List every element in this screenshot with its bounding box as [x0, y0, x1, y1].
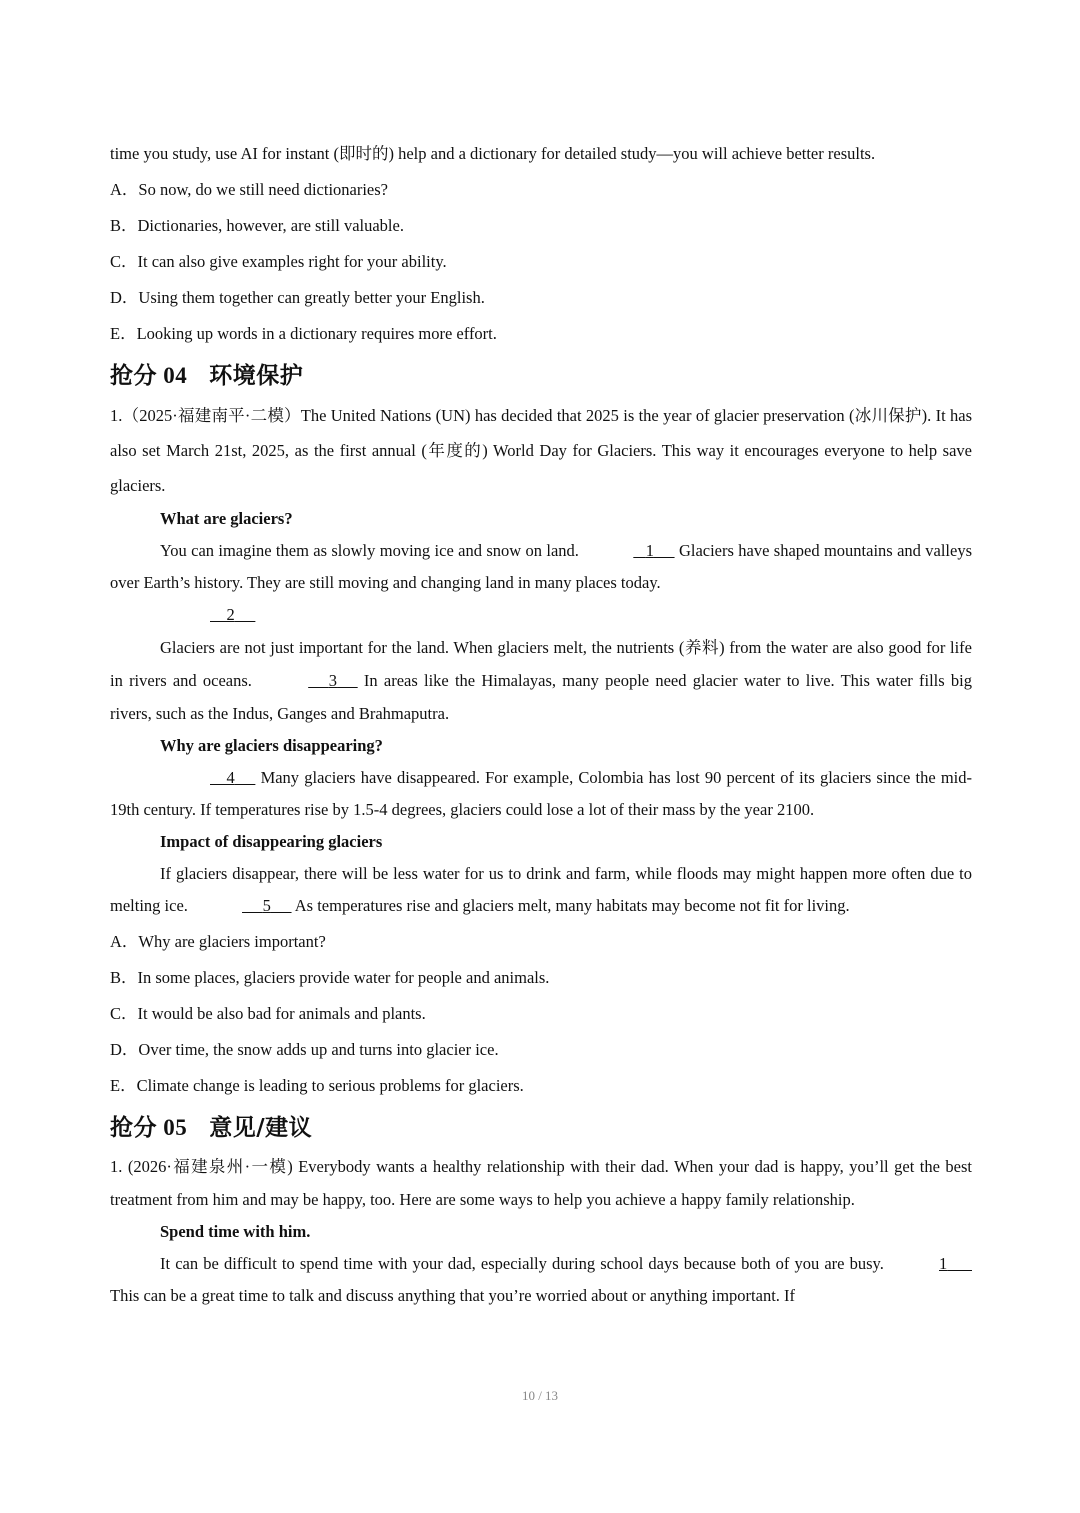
section-title: 意见/建议 [209, 1115, 313, 1141]
text: As temperatures rise and glaciers melt, many habitats may become not fit for living. [294, 896, 850, 915]
continuation-text: time you study, use AI for instant (即时的) help and a dictionary for detailed study—you will achieve better results. [110, 144, 876, 163]
blank-5[interactable] [192, 890, 292, 922]
previous-options [110, 172, 972, 352]
option-item: A．Why are glaciers important? [110, 932, 326, 951]
paragraph [110, 762, 972, 826]
blank-number: 4 [226, 768, 235, 787]
paragraph [110, 535, 972, 599]
subheading: Spend time with him. [160, 1222, 311, 1241]
option-item: D．Using them together can greatly better your English. [110, 288, 485, 307]
blank-2[interactable] [160, 599, 255, 631]
page-number: 10 / 13 [521, 1388, 559, 1403]
blank-number: 3 [328, 671, 338, 690]
section-label: 抢分 05 [110, 1115, 188, 1140]
option-item: B．Dictionaries, however, are still valuable. [110, 216, 404, 235]
document-page [110, 140, 972, 1312]
text: If glaciers disappear, there will be less water for us to drink and farm, while floods may might happen more often due to melting ice. [110, 864, 972, 915]
option-item: C．It can also give examples right for your ability. [110, 252, 447, 271]
paragraph [110, 858, 972, 922]
blank-number: 5 [262, 896, 271, 915]
subheading: Why are glaciers disappearing? [160, 736, 383, 755]
section-label: 抢分 04 [110, 363, 188, 388]
section-heading-05 [110, 1106, 972, 1150]
option-item: A．So now, do we still need dictionaries? [110, 180, 389, 199]
option-item: E．Looking up words in a dictionary requires more effort. [110, 324, 497, 343]
blank-1[interactable] [583, 535, 674, 567]
text: In areas like the Himalayas, many people need glacier water to live. This water fills big rivers, such as the Indus, Ganges and Brahmaputra. [110, 671, 972, 723]
option-item: B．In some places, glaciers provide water for people and animals. [110, 968, 550, 987]
question-intro: 1.（2025·福建南平·二模）The United Nations (UN) has decided that 2025 is the year of glacier preservation (冰川保护). It has also set March 21st, 2025, as the first annual (年度的) World Day for Glaciers. This way it encourages everyone to help save glaciers. [110, 406, 972, 495]
subheading: Impact of disappearing glaciers [160, 832, 383, 851]
blank-number: 2 [226, 605, 235, 624]
question-intro: 1. (2026·福建泉州·一模) Everybody wants a healthy relationship with their dad. When your dad is happy, you’ll get the best treatment from him and may be happy, too. Here are some ways to help you achieve a happy family relationship. [110, 1157, 972, 1209]
text: You can imagine them as slowly moving ice and snow on land. [160, 541, 579, 560]
option-item: E．Climate change is leading to serious problems for glaciers. [110, 1076, 524, 1095]
section-heading-04 [110, 354, 972, 398]
blank-number: 1 [645, 541, 654, 560]
section-title: 环境保护 [209, 363, 304, 389]
blank-number: 1 [939, 1254, 948, 1273]
section4-options [110, 924, 972, 1104]
option-item: D．Over time, the snow adds up and turns into glacier ice. [110, 1040, 499, 1059]
text: Many glaciers have disappeared. For example, Colombia has lost 90 percent of its glaciers since the mid-19th century. If temperatures rise by 1.5-4 degrees, glaciers could lose a lot of their mass by the year 2100. [110, 768, 972, 819]
paragraph [110, 1248, 972, 1312]
text: Glaciers are not just important for the land. When glaciers melt, the nutrients (养料) from the water are also good for life in rivers and oceans. [110, 638, 972, 690]
text: Glaciers have shaped mountains and valleys over Earth’s history. They are still moving and changing land in many places today. [110, 541, 973, 592]
subheading: What are glaciers? [160, 509, 293, 528]
text: This can be a great time to talk and discuss anything that you’re worried about or anything important. If [110, 1286, 796, 1305]
blank-1[interactable] [889, 1248, 972, 1280]
paragraph [110, 599, 972, 631]
blank-4[interactable] [160, 762, 255, 794]
blank-3[interactable] [258, 664, 358, 697]
text: It can be difficult to spend time with your dad, especially during school days because both of you are busy. [160, 1254, 884, 1273]
option-item: C．It would be also bad for animals and plants. [110, 1004, 426, 1023]
paragraph [110, 631, 972, 730]
